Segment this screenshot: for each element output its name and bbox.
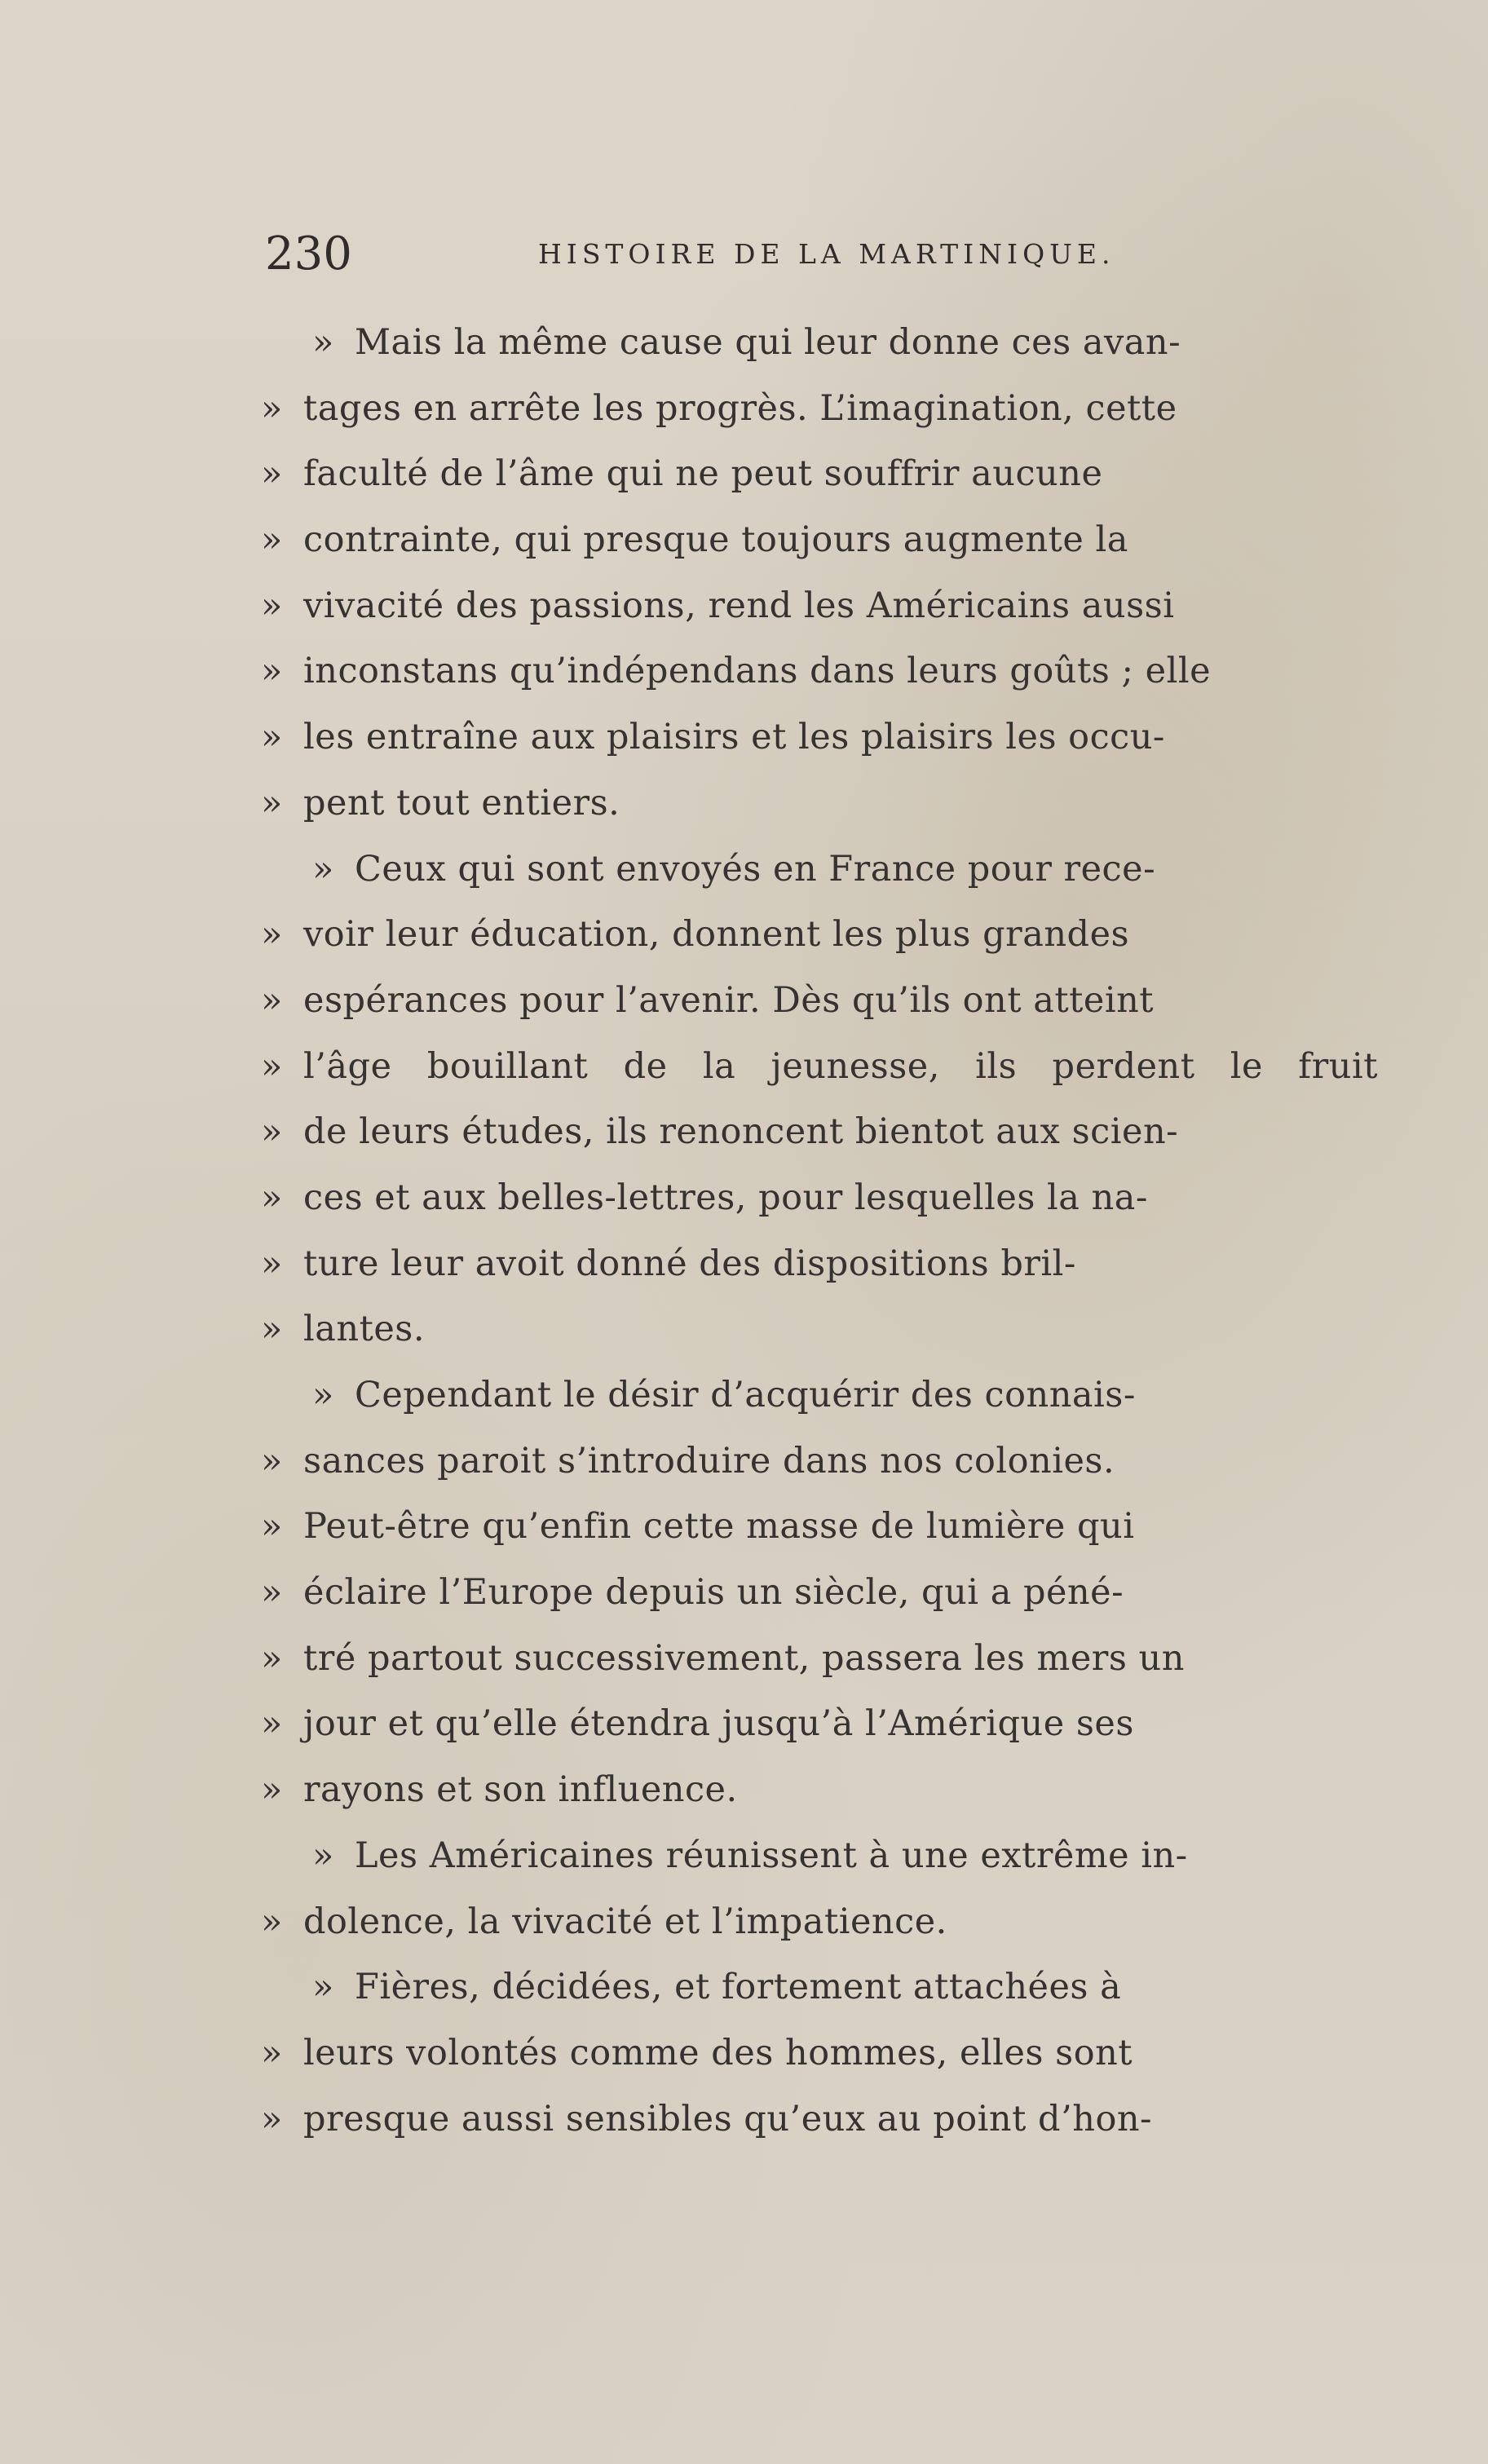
text-line	[261, 1099, 1386, 1165]
line-text: Fières, décidées, et fortement attachées à	[355, 1967, 1122, 2008]
quote-mark: »	[261, 717, 283, 758]
page-number: 230	[265, 227, 352, 280]
quote-mark: »	[261, 387, 283, 429]
quote-mark: »	[312, 1967, 334, 2008]
quote-mark: »	[261, 914, 283, 956]
line-text: voir leur éducation, donnent les plus grandes	[303, 914, 1130, 956]
quote-mark: »	[261, 1111, 283, 1153]
quote-mark: »	[261, 1901, 283, 1942]
line-text: Peut-être qu’enfin cette masse de lumière qui	[303, 1506, 1135, 1548]
text-line	[261, 1626, 1386, 1692]
quote-mark: »	[261, 782, 283, 824]
line-text: Mais la même cause qui leur donne ces avan-	[355, 322, 1181, 363]
line-text: de leurs études, ils renoncent bientot aux scien-	[303, 1111, 1179, 1153]
text-line	[261, 837, 1386, 903]
text-line	[261, 1494, 1386, 1560]
text-line	[261, 573, 1386, 639]
running-title: HISTOIRE DE LA MARTINIQUE.	[538, 238, 1115, 270]
text-line	[261, 638, 1386, 704]
quote-mark: »	[261, 2098, 283, 2139]
text-line	[261, 2086, 1386, 2153]
line-text: faculté de l’âme qui ne peut souffrir aucune	[303, 453, 1103, 495]
line-text: jour et qu’elle étendra jusqu’à l’Amérique ses	[303, 1703, 1134, 1745]
line-text: ture leur avoit donné des dispositions bril-	[303, 1243, 1076, 1284]
quote-mark: »	[261, 651, 283, 692]
quote-mark: »	[261, 453, 283, 495]
line-text: Cependant le désir d’acquérir des connais-	[355, 1375, 1136, 1415]
text-line	[261, 902, 1386, 968]
text-line	[261, 2020, 1386, 2086]
line-text: sances paroit s’introduire dans nos colonies.	[303, 1440, 1115, 1481]
line-text: tré partout successivement, passera les mers un	[303, 1637, 1185, 1679]
quote-mark: »	[261, 1506, 283, 1548]
text-line	[261, 1362, 1386, 1429]
line-text: espérances pour l’avenir. Dès qu’ils ont atteint	[303, 979, 1155, 1021]
quote-mark: »	[312, 1375, 334, 1415]
text-line	[261, 1691, 1386, 1757]
line-text: éclaire l’Europe depuis un siècle, qui a péné-	[303, 1572, 1124, 1614]
text-line	[261, 704, 1386, 771]
quote-mark: »	[261, 1440, 283, 1481]
text-line	[261, 1296, 1386, 1362]
page-header	[265, 214, 1260, 295]
text-line	[261, 771, 1386, 837]
line-text: Ceux qui sont envoyés en France pour rece-	[355, 848, 1156, 890]
line-text: rayons et son influence.	[303, 1769, 738, 1811]
line-text: vivacité des passions, rend les Américains aussi	[303, 585, 1175, 626]
quote-mark: »	[261, 1177, 283, 1218]
line-text: presque aussi sensibles qu’eux au point d’hon-	[303, 2098, 1153, 2139]
quote-mark: »	[312, 848, 334, 890]
line-text: pent tout entiers.	[303, 782, 620, 824]
text-line	[261, 1889, 1386, 1955]
line-text: dolence, la vivacité et l’impatience.	[303, 1901, 947, 1942]
text-line	[261, 507, 1386, 573]
quote-mark: »	[261, 1769, 283, 1811]
quote-mark: »	[261, 1572, 283, 1614]
quote-mark: »	[261, 979, 283, 1021]
quote-mark: »	[261, 1309, 283, 1350]
text-line	[261, 1757, 1386, 1823]
line-text: Les Américaines réunissent à une extrême in-	[355, 1835, 1188, 1876]
line-text: l’âge bouillant de la jeunesse, ils perdent le fruit	[303, 1045, 1378, 1087]
text-line	[261, 310, 1386, 376]
text-line	[261, 1954, 1386, 2020]
line-text: contrainte, qui presque toujours augmente la	[303, 519, 1128, 561]
text-line	[261, 1560, 1386, 1626]
text-line	[261, 1034, 1386, 1100]
text-line	[261, 1165, 1386, 1231]
text-line	[261, 1231, 1386, 1297]
text-line	[261, 441, 1386, 507]
line-text: inconstans qu’indépendans dans leurs goûts ; elle	[303, 651, 1212, 692]
quote-mark: »	[261, 585, 283, 626]
quote-mark: »	[261, 1243, 283, 1284]
line-text: lantes.	[303, 1309, 426, 1350]
quote-mark: »	[261, 1045, 283, 1087]
quote-mark: »	[261, 1637, 283, 1679]
quote-mark: »	[312, 322, 334, 363]
line-text: tages en arrête les progrès. L’imagination, cette	[303, 387, 1177, 429]
line-text: ces et aux belles-lettres, pour lesquelles la na-	[303, 1177, 1148, 1218]
quote-mark: »	[312, 1835, 334, 1876]
text-line	[261, 376, 1386, 442]
line-text: leurs volontés comme des hommes, elles sont	[303, 2032, 1133, 2073]
body-text	[261, 310, 1386, 2152]
quote-mark: »	[261, 2032, 283, 2073]
quote-mark: »	[261, 519, 283, 561]
line-text: les entraîne aux plaisirs et les plaisirs les occu-	[303, 717, 1165, 758]
quote-mark: »	[261, 1703, 283, 1745]
text-line	[261, 1429, 1386, 1495]
text-line	[261, 1823, 1386, 1889]
text-line	[261, 968, 1386, 1034]
